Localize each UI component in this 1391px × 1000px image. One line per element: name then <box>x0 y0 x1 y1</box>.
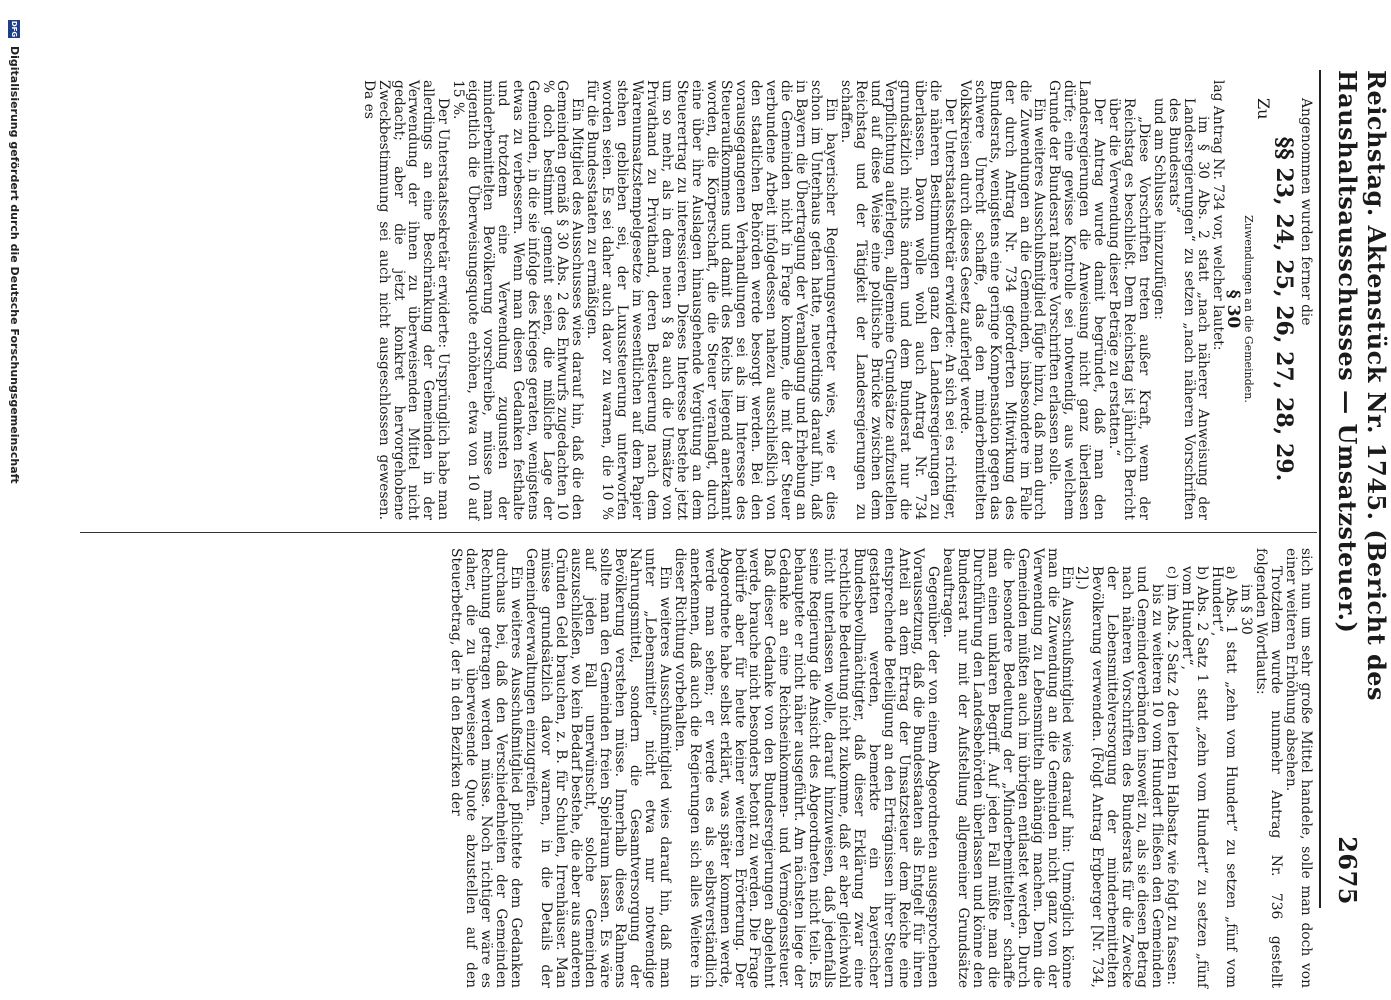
paragraph: Ein weiteres Ausschußmitglied wies darauf hin, daß man unter „Lebensmittel“ nicht etwa nur notwendige Nahrungsmittel, sondern die Gesamtversorgung der Bevölkerung verstehen müsse. Innerhalb dieses Rahmens sollte man den Gemeinden freien Spielraum lassen. Es wäre auf jeden Fall unerwünscht, solche Gemeinden auszuschließen, wo kein Bedarf bestehe, die aber aus anderen Gründen Geld brauchen, z. B. für Schulen, Irrenhäuser. Man müsse grundsätzlich davor warnen, in die Details der Gemeindeverwaltungen einzugreifen. <box>522 548 674 988</box>
subheading: Zuwendungen an die Gemeinden. <box>1242 215 1256 403</box>
page-header <box>1333 0 1391 1000</box>
paragraph: Trotzdem wurde nunmehr Antrag Nr. 736 gestellt folgenden Wortlauts: <box>1253 548 1285 988</box>
section-heading: § 30 <box>1223 289 1244 329</box>
paragraph: Ein weiteres Ausschußmitglied fügte hinzu, daß man durch die Zuwendungen an die Gemeinden, insbesondere im Falle der durch Antrag Nr. 734 geforderten Mitwirkung des Bundesrats, wenigstens eine geringe Kompensation gegen das schwere Unrecht schaffe, das den minderbemittelten Volkskreisen durch dieses Gesetz auferlegt werde. <box>956 80 1048 520</box>
paragraph: Ein Ausschußmitglied wies darauf hin: Unmöglich könne man die Zuwendung an die Gemeinden nicht ganz von der Verwendung zu Lebensmitteln abhängig machen. Denn die Gemeinden müßten auch im übrigen entlastet werden. Durch die besondere Bedeutung der „Minderbemittelten“ schaffe man einen unklaren Begriff. Auf jeden Fall müßte man die Durchführung den Landesbehörden überlassen und könne den Bundesrat nur mit der Aufstellung allgemeiner Grundsätze beauftragen. <box>940 548 1076 988</box>
amendment-list <box>1164 548 1239 988</box>
column-divider <box>80 532 1317 533</box>
quoted-amendment: bis zu weiteren 10 vom Hundert fließen den Gemeinden und Gemeindeverbänden insoweit zu, als sie diesen Betrag nach näheren Vorschriften des Bundesrats für die Zwecke der Lebensmittelversorgung der minderbemittelten Bevölkerung verwenden. (Folgt Antrag Ergberger [Nr. 734, 2].) <box>1074 566 1165 988</box>
paragraph: Der Antrag wurde damit begründet, daß man den Landesregierungen die Anweisung nicht ganz überlassen dürfe; eine gewisse Kontrolle sei notwendig, aus welchem Grunde der Bundesrat nähere Vorschriften erlassen solle. <box>1046 80 1108 520</box>
dfg-logo: DFG <box>10 20 19 38</box>
paragraph: und am Schlusse hinzuzufügen: <box>1150 98 1167 320</box>
paragraph: sich nun um sehr große Mittel handele, solle man doch von einer weiteren Erhöhung absehen. <box>1283 548 1314 988</box>
paragraphs-heading: §§ 23, 24, 25, 26, 27, 28, 29. <box>1271 136 1298 482</box>
paragraph: Ein bayerischer Regierungsvertreter wies, wie er dies schon im Unterhaus getan hatte, neuerdings darauf hin, daß in Bayern die Übertragung der Veranlagung und Erhebung an die Gemeinden nicht in Frage komme, die mit der Steuer verbundene Arbeit infolgedessen nahezu ausschließlich von den staatlichen Behörden werde besorgt werden. Bei den vorausgegangenen Verhandlungen sei als im Interesse des Steueraufkommens und damit des Reichs liegend anerkannt worden, die Körperschaft, die die Steuer veranlagt, durch eine über ihre Auslagen hinausgehende Vergütung an dem Steuerertrag zu interessieren. Dieses Interesse bestehe jetzt um so mehr, als in dem neuen § 8a auch die Umsätze von Privathand zu Privathand, deren Besteuerung nach dem Warenumsatzstempelgesetze im wesentlichen auf dem Papier stehen geblieben sei, der Luxussteuerung unterworfen worden seien. Es sei daher auch davor zu warnen, die 10 % für die Bundesstaaten zu ermäßigen. <box>584 80 839 520</box>
paragraph: Angenommen wurden ferner die <box>1298 98 1314 326</box>
page-number: 2675 <box>1333 836 1362 905</box>
header-rule <box>1319 70 1321 908</box>
paragraph: lag Antrag Nr. 734 vor, welcher lautet: <box>1210 80 1227 351</box>
left-column <box>361 80 1313 520</box>
paragraph: Ein weiteres Ausschußmitglied pflichtete dem Gedanken durchaus bei, daß den Verschiedenheiten der Gemeinden Rechnung getragen werden müsse. Noch richtiger wäre es daher, die zu überweisende Quote abzustellen auf den Steuerbetrag, der in den Bezirken der <box>448 548 524 988</box>
funding-note <box>8 20 21 980</box>
list-intro: im § 30 <box>1238 584 1255 635</box>
list-item: b) Abs. 2 Satz 1 statt „zehn vom Hundert“ zu setzen „fünf vom Hundert“, <box>1178 566 1210 988</box>
paragraph: Der Unterstaatssekretär erwiderte: Ursprünglich habe man allerdings an eine Beschränkung der Gemeinden in der Verwendung der ihnen zu überweisenden Mittel nicht gedacht; aber die jetzt konkret hervorgehobene Zweckbestimmung sei auch nicht ausgeschlossen gewesen. Da es <box>360 80 452 520</box>
page-title: Reichstag. Aktenstück Nr. 1745. (Bericht des Haushaltsausschusses — Umsatzsteuer.) <box>1333 70 1391 702</box>
paragraph: Ein Mitglied des Ausschusses wies darauf hin, daß die den Gemeinden gemäß § 30 Abs. 2 des Entwurfs zugedachten 10 % doch bestimmt gemeint seien, die mißliche Lage der Gemeinden, in die sie infolge des Krieges geraten, wenigstens etwas zu verbessern. Wenn man diesen Gedanken festhalte und trotzdem eine Verwendung zugunsten der minderbemittelten Bevölkerung vorschreibe, müsse man eigentlich die Überweisungsquote erhöhen, etwa von 10 auf 15 %. <box>450 80 586 520</box>
funding-text: Digitalisierung gefördert durch die Deutsche Forschungsgemeinschaft <box>8 46 21 484</box>
paragraph: Der Unterstaatssekretär erwiderte: An sich sei es richtiger, die näheren Bestimmungen ganz den Landesregierungen zu überlassen. Davon wolle wohl auch Antrag Nr. 734 grundsätzlich nichts ändern und dem Bundesrat nur die Verpflichtung auferlegen, allgemeine Grundsätze aufzustellen und auf diese Weise eine politische Brücke zwischen dem Reichstag und der Tätigkeit der Landesregierungen zu schaffen. <box>837 80 959 520</box>
list-item: a) Abs. 1 statt „zehn vom Hundert“ zu setzen „fünf vom Hundert“, <box>1208 566 1240 988</box>
quoted-amendment: „Diese Vorschriften treten außer Kraft, wenn der Reichstag es beschließt. Dem Reichstag ist jährlich Bericht über die Verwendung dieser Beträge zu erstatten.“ <box>1106 98 1152 520</box>
paragraph: Gegenüber der von einem Abgeordneten ausgesprochenen Voraussetzung, daß die Bundesstaaten als Entgelt für ihren Anteil an dem Ertrag der Umsatzsteuer dem Reiche eine entsprechende Beteiligung an den Erträgnissen ihrer Steuern gestatten werden, bemerkte ein bayerischer Bundesbevollmächtigter, daß dieser Erklärung zwar eine rechtliche Bedeutung nicht zukomme, daß er aber gleichwohl nicht unterlassen wolle, darauf hinzuweisen, daß jedenfalls seine Regierung die Ansicht des Abgeordneten nicht teile. Es behauptete er nicht näher ausgeführt. Am nächsten liege der Gedanke an eine Reichseinkommen- und Vermögenssteuer. Daß dieser Gedanke von den Bundesregierungen abgelehnt werde, brauche nicht besonders betont zu werden. Die Frage bedürfe aber für heute keiner weiteren Erörterung. Der Abgeordnete habe selbst erklärt, was später kommen werde, werde man sehen; er werde es als selbstverständlich anerkennen, daß auch die Regierungen sich alles Weitere in dieser Richtung vorbehalten. <box>671 548 942 988</box>
quoted-amendment: im § 30 Abs. 2 statt „nach näherer Anweisung der Landesregierungen“ zu setzen „nach näheren Vorschriften des Bundesrats“ <box>1165 98 1212 520</box>
list-item: c) im Abs. 2 Satz 2 den letzten Halbsatz wie folgt zu fassen: <box>1163 566 1180 985</box>
zu-label: Zu <box>1254 98 1274 120</box>
right-column <box>448 548 1313 988</box>
